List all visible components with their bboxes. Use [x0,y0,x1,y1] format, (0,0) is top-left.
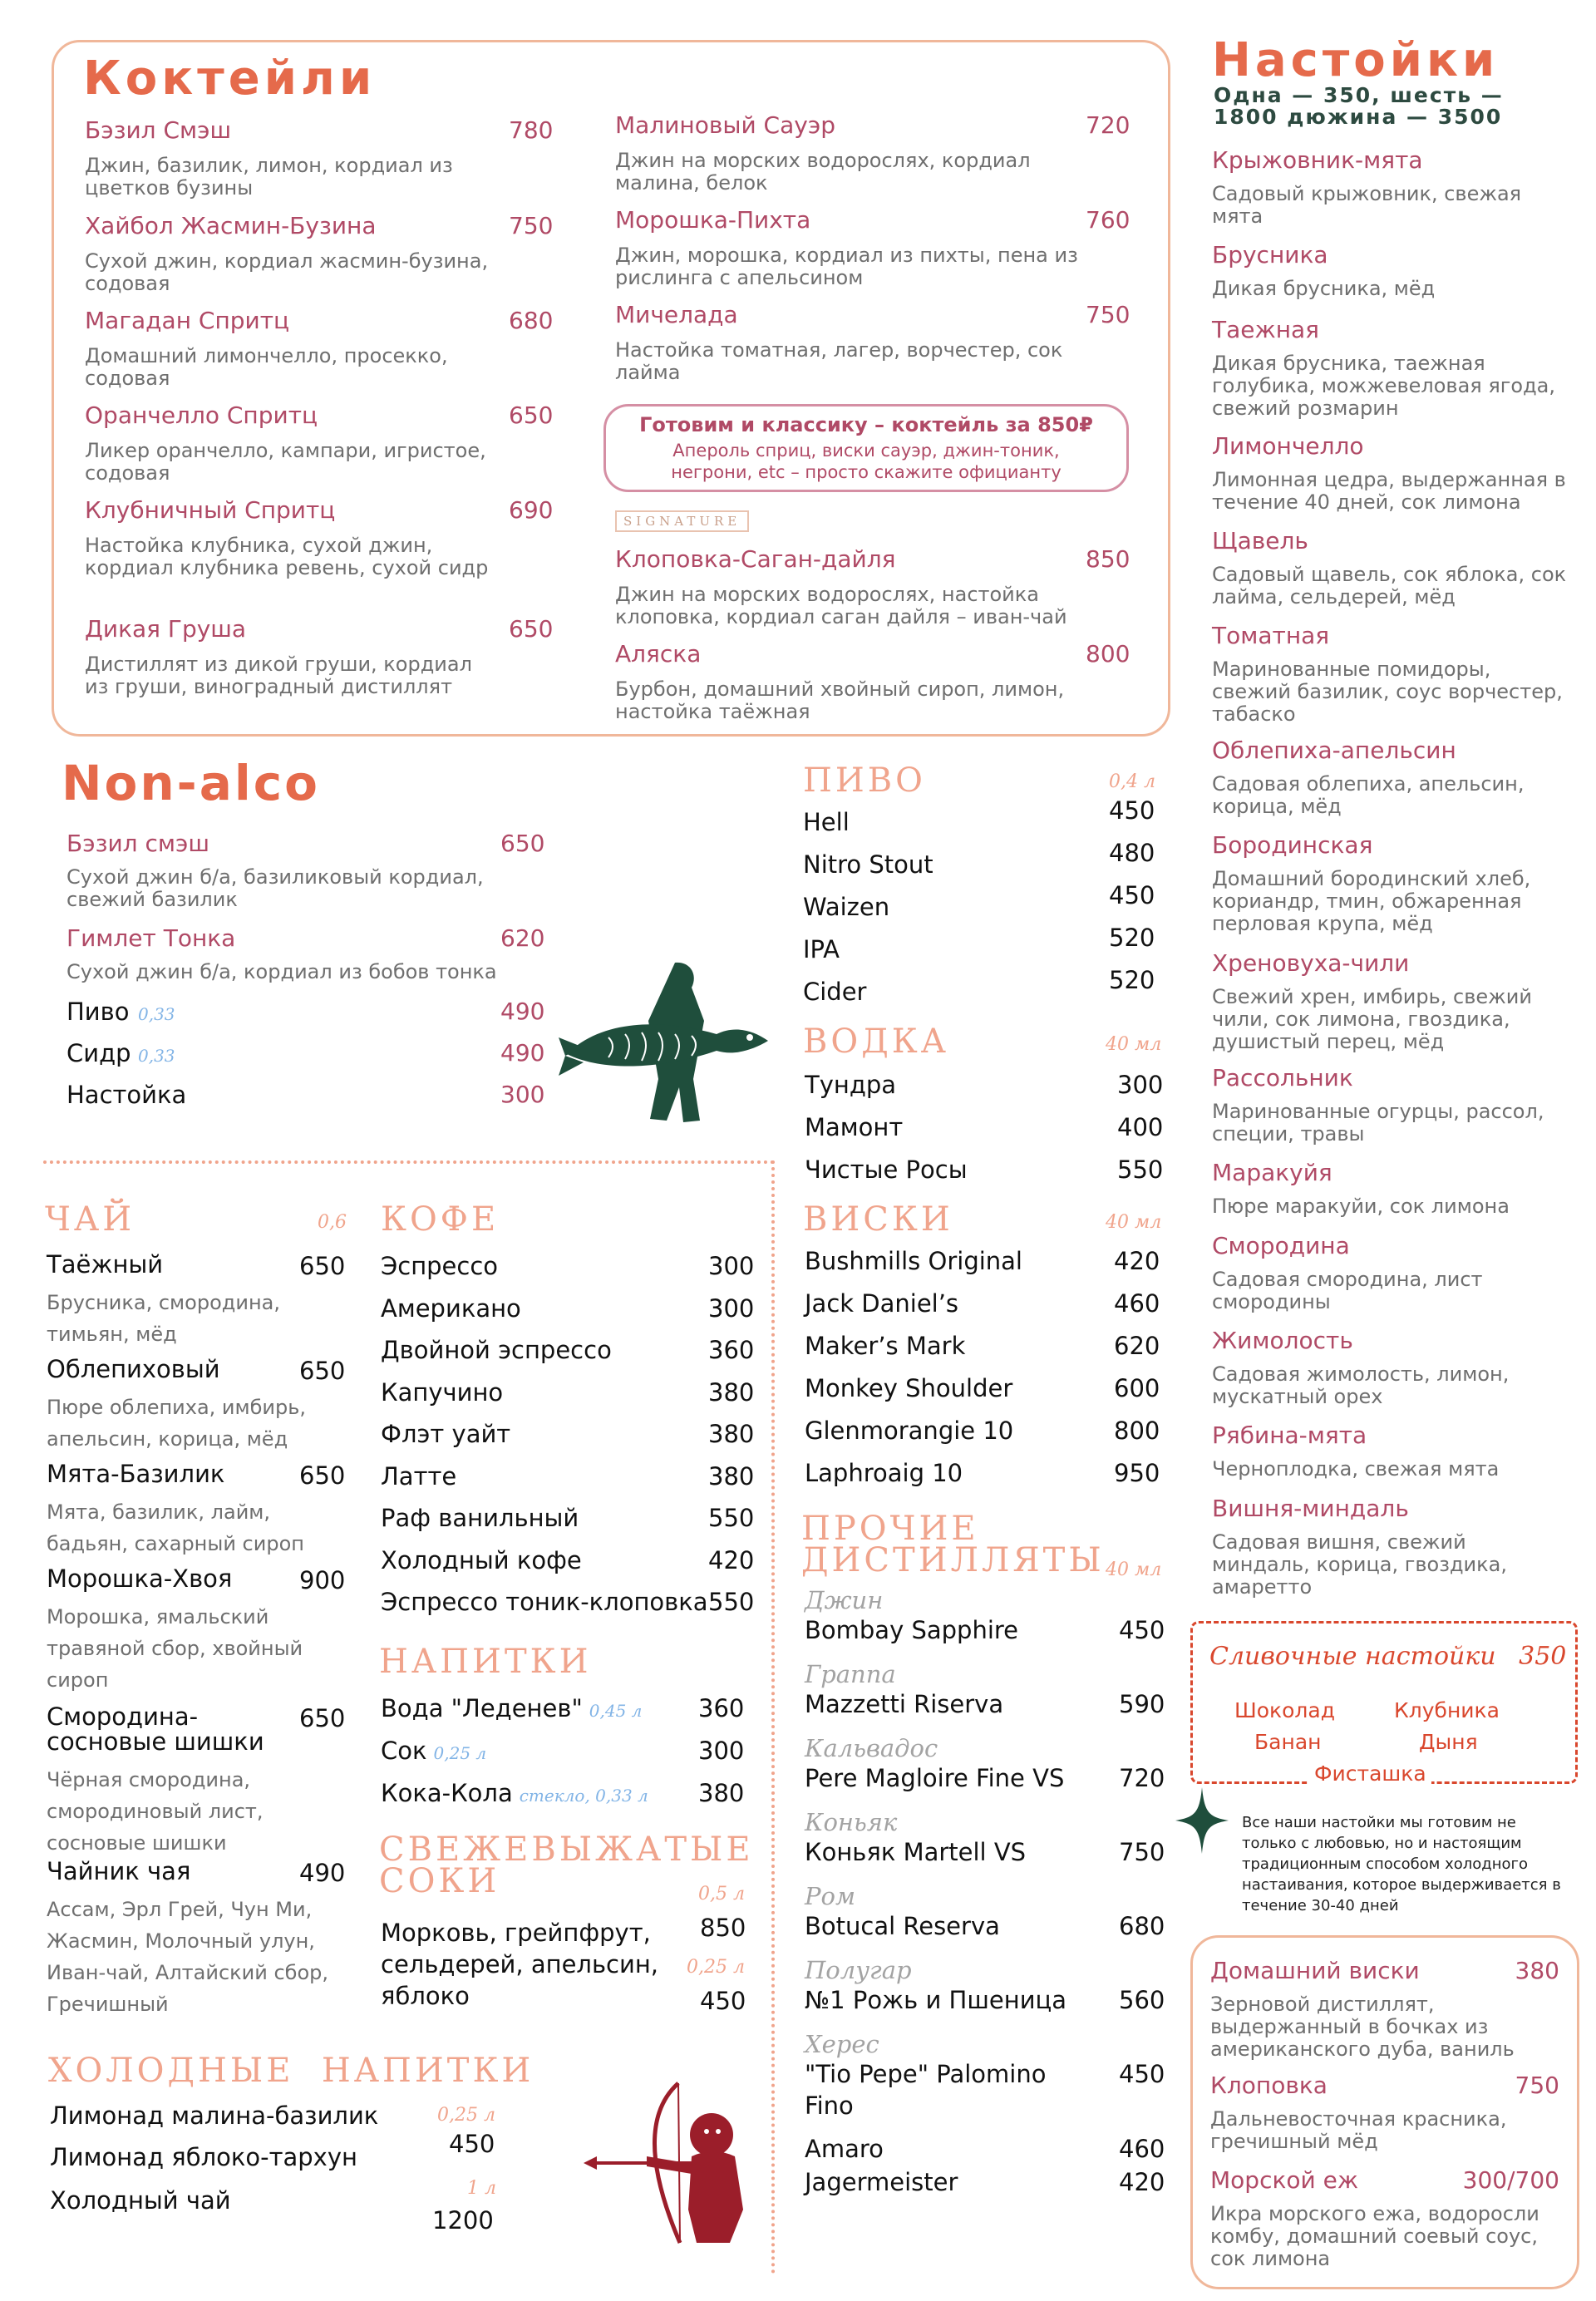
beer-price: 520 [1109,966,1155,994]
beer-name: Hell [803,808,850,836]
tea-price: 650 [299,1461,346,1490]
coffee-name: Холодный кофе [381,1545,582,1574]
special-price: 380 [1515,1957,1559,1984]
special-price: 300/700 [1462,2166,1559,2194]
nonalco-simple-name: Сидр [66,1039,131,1067]
tea-name: Таёжный [47,1250,164,1279]
special-name: Клоповка [1210,2072,1328,2099]
special-name: Домашний виски [1210,1957,1420,1984]
vodka-price: 300 [1117,1071,1164,1099]
nastoyka-desc: Садовая облепиха, апельсин, корица, мёд [1212,772,1525,818]
special-price: 750 [1515,2072,1559,2099]
horizontal-divider [43,1160,775,1164]
nastoyka-name: Смородина [1212,1232,1350,1259]
nastoyka-name: Облепиха-апельсин [1212,737,1456,764]
beer-name: IPA [803,935,840,963]
nonalco-title: Non-alco [62,755,320,811]
cocktail-name: Магадан Спритц [85,307,290,334]
signature-badge: SIGNATURE [615,510,749,532]
cocktail-name: Малиновый Сауэр [615,111,835,139]
cocktail-price: 650 [509,402,554,429]
distillate-name: Jagermeister [805,2168,958,2196]
whisky-unit: 40 мл [1106,1212,1162,1233]
archer-illustration [580,2077,755,2251]
cocktail-name: Бэзил Смэш [85,116,232,144]
distillate-price: 590 [1119,1690,1165,1718]
nastoyka-desc: Садовая вишня, свежий миндаль, корица, гвоздика, амаретто [1212,1530,1507,1599]
whisky-price: 600 [1114,1374,1160,1402]
vodka-title: ВОДКА [803,1022,949,1061]
creamy-item: Банан [1254,1730,1322,1754]
sparkle-icon [1175,1787,1229,1854]
tea-desc: Пюре облепиха, имбирь, апельсин, корица, мёд [47,1396,307,1451]
cocktail-price: 650 [509,615,554,643]
vertical-divider [771,1160,775,2274]
coffee-name: Двойной эспрессо [381,1336,612,1364]
juices-price-1: 850 [700,1914,746,1942]
tea-desc: Морошка, ямальский травяной сбор, хвойный сироп [47,1605,303,1692]
coffee-title: КОФЕ [381,1200,500,1239]
coffee-name: Эспрессо [381,1252,499,1280]
nonalco-desc: Сухой джин б/а, кордиал из бобов тонка [66,960,497,983]
beer-price: 520 [1109,924,1155,952]
distillate-category: Коньяк [805,1808,898,1836]
coffee-name: Американо [381,1293,521,1323]
coffee-price: 380 [708,1420,755,1448]
beer-title: ПИВО [803,761,926,800]
coffee-price: 300 [708,1293,755,1323]
beer-name: Cider [803,978,867,1006]
drinks-volume: 0,45 л [589,1701,643,1721]
nonalco-simple-name: Настойка [66,1081,187,1109]
distillate-category: Херес [805,2030,879,2058]
cocktail-name: Морошка-Пихта [615,206,811,234]
nastoyki-title: Настойки [1212,33,1500,87]
distillate-price: 460 [1119,2135,1165,2163]
nastoyka-name: Рябина-мята [1212,1421,1367,1449]
distillate-name: Коньяк Martell VS [805,1838,1027,1866]
cold-name: Лимонад малина-базилик [50,2101,379,2130]
classic-box [603,404,1129,492]
cocktail-desc: Джин на морских водорослях, настойка клоповка, кордиал саган дайля – иван-чай [615,583,1067,628]
tea-price: 650 [299,1357,346,1385]
distillate-name: Bombay Sapphire [805,1616,1019,1644]
juices-title-2: СОКИ [379,1862,500,1900]
whisky-title: ВИСКИ [803,1200,953,1239]
cocktail-desc: Настойка клубника, сухой джин, кордиал клубника ревень, сухой сидр [85,534,489,579]
coffee-price: 550 [708,1504,755,1532]
distillate-category: Кальвадос [805,1734,938,1762]
distillate-price: 450 [1119,2060,1165,2088]
distillate-price: 560 [1119,1986,1165,2014]
nastoyka-name: Вишня-миндаль [1212,1495,1409,1522]
nastoyka-name: Брусника [1212,241,1328,269]
whisky-price: 800 [1114,1417,1160,1445]
tea-desc: Чёрная смородина, смородиновый лист, сосновые шишки [47,1768,264,1855]
cocktail-price: 800 [1086,640,1130,668]
drinks-name: Кока-Кола стекло, 0,33 л [381,1779,648,1807]
cocktail-name: Клубничный Спритц [85,496,336,524]
juices-unit-2: 0,25 л [687,1957,745,1978]
tea-name: Облепиховый [47,1355,220,1383]
beer-price: 450 [1109,881,1155,909]
nastoyka-desc: Домашний бородинский хлеб, кориандр, тмин, обжаренная перловая крупа, мёд [1212,867,1531,935]
distillate-category: Джин [805,1586,884,1614]
cocktails-title: Коктейли [83,52,377,106]
juices-text: Морковь, грейпфрут, сельдерей, апельсин, яблоко [381,1919,659,2010]
cocktail-price: 750 [509,212,554,239]
cocktail-name: Дикая Груша [85,615,247,643]
coffee-price: 420 [708,1545,755,1574]
nastoyka-desc: Садовая жимолость, лимон, мускатный орех [1212,1362,1510,1408]
nonalco-simple-price: 300 [500,1081,545,1108]
drinks-price: 360 [698,1694,745,1722]
nastoyka-desc: Свежий хрен, имбирь, свежий чили, сок лимона, гвоздика, душистый перец, мёд [1212,985,1532,1053]
nastoyka-name: Маракуйя [1212,1159,1332,1186]
cocktail-price: 720 [1086,111,1130,139]
nonalco-desc: Сухой джин б/а, базиликовый кордиал, свежий базилик [66,865,484,911]
distillate-category: Полугар [805,1956,912,1984]
tea-name: Мята-Базилик [47,1460,225,1488]
distillate-price: 750 [1119,1838,1165,1866]
cocktail-price: 690 [509,496,554,524]
distillate-name: Pere Magloire Fine VS [805,1764,1065,1792]
distillate-price: 420 [1119,2168,1165,2196]
tea-name: Смородина-сосновые шишки [47,1702,264,1756]
coffee-price: 550 [708,1588,755,1616]
drinks-name: Сок 0,25 л [381,1737,487,1765]
distillate-category: Ром [805,1882,856,1910]
special-desc: Зерновой дистиллят, выдержанный в бочках из американского дуба, ваниль [1210,1993,1515,2061]
tea-price: 900 [299,1566,346,1594]
creamy-price: 350 [1519,1642,1567,1671]
special-desc: Икра морского ежа, водоросли комбу, домашний соевый соус, сок лимона [1210,2202,1539,2270]
tea-desc: Брусника, смородина, тимьян, мёд [47,1291,280,1346]
whisky-name: Maker’s Mark [805,1332,966,1360]
creamy-item: Фисташка [1309,1761,1431,1786]
coffee-name: Капучино [381,1377,504,1407]
nonalco-name: Гимлет Тонка [66,924,236,952]
coffee-price: 360 [708,1336,755,1364]
cocktail-price: 680 [509,307,554,334]
whisky-price: 620 [1114,1332,1160,1360]
vodka-name: Тундра [805,1071,897,1099]
classic-title: Готовим и классику – коктейль за 850₽ [639,413,1093,436]
tea-name: Морошка-Хвоя [47,1564,233,1593]
nastoyka-desc: Пюре маракуйи, сок лимона [1212,1195,1510,1218]
nonalco-price: 620 [500,924,545,952]
distillate-price: 680 [1119,1912,1165,1940]
nastoyka-desc: Садовая смородина, лист смородины [1212,1268,1483,1313]
cocktail-desc: Бурбон, домашний хвойный сироп, лимон, настойка таёжная [615,677,1065,723]
distillate-name: Botucal Reserva [805,1912,1000,1940]
whisky-name: Laphroaig 10 [805,1459,963,1487]
drinks-price: 300 [698,1737,745,1765]
juices-title-1: СВЕЖЕВЫЖАТЫЕ [379,1830,754,1869]
juices-unit-1: 0,5 л [698,1884,745,1904]
nastoyka-name: Таежная [1212,316,1320,343]
coffee-price: 380 [708,1461,755,1490]
creamy-item: Шоколад [1234,1698,1336,1722]
cocktail-desc: Дистиллят из дикой груши, кордиал из груши, виноградный дистиллят [85,653,472,698]
special-name: Морской еж [1210,2166,1359,2194]
beer-unit: 0,4 л [1109,771,1155,792]
nonalco-simple-vol: 0,33 [138,1046,175,1066]
cocktail-desc: Домашний лимончелло, просекко, содовая [85,344,448,390]
distillate-name: Fino [805,2092,854,2120]
whisky-name: Monkey Shoulder [805,1374,1013,1402]
nastoyka-desc: Черноплодка, свежая мята [1212,1457,1500,1481]
cocktail-desc: Сухой джин, кордиал жасмин-бузина, содовая [85,249,489,295]
whisky-name: Bushmills Original [805,1247,1022,1275]
distillate-name: Amaro [805,2135,884,2163]
nastoyki-subtitle: Одна — 350, шесть — 1800 дюжина — 3500 [1214,83,1504,129]
beer-name: Waizen [803,893,890,921]
nastoyka-desc: Маринованные огурцы, рассол, специи, травы [1212,1100,1544,1146]
nastoyki-note: Все наши настойки мы готовим не только с любовью, но и настоящим традиционным способом холодного настаивания, которое выдерживается в течение 30-40 дней [1242,1814,1561,1914]
cocktail-price: 750 [1086,301,1130,328]
vodka-name: Чистые Росы [805,1155,968,1184]
other-title-2: ДИСТИЛЛЯТЫ [801,1541,1105,1579]
cocktail-desc: Джин, базилик, лимон, кордиал из цветков бузины [85,154,453,200]
classic-desc: Апероль сприц, виски сауэр, джин-тоник, негрони, etc – просто скажите официанту [671,441,1062,482]
vodka-price: 400 [1117,1113,1164,1141]
tea-title: ЧАЙ [45,1200,135,1239]
vodka-price: 550 [1117,1155,1164,1184]
cocktail-desc: Ликер оранчелло, кампари, игристое, содовая [85,439,486,485]
whisky-name: Jack Daniel’s [805,1289,959,1318]
nastoyka-name: Бородинская [1212,831,1373,859]
creamy-box [1190,1621,1578,1784]
distillate-name: "Tio Pepe" Palomino [805,2060,1047,2088]
nastoyka-name: Щавель [1212,527,1308,554]
nastoyka-desc: Лимонная цедра, выдержанная в течение 40 дней, сок лимона [1212,468,1566,514]
nastoyka-name: Лимончелло [1212,432,1364,460]
nastoyka-desc: Дикая брусника, мёд [1212,277,1436,300]
tea-price: 490 [299,1859,346,1887]
nastoyka-desc: Садовый щавель, сок яблока, сок лайма, сельдерей, мёд [1212,563,1567,609]
other-unit: 40 мл [1106,1559,1162,1580]
tea-desc: Ассам, Эрл Грей, Чун Ми, Жасмин, Молочный улун, Иван-чай, Алтайский сбор, Гречишный [47,1898,328,2016]
distillate-name: №1 Рожь и Пшеница [805,1986,1067,2014]
special-desc: Дальневосточная красника, гречишный мёд [1210,2107,1507,2153]
distillate-price: 720 [1119,1764,1165,1792]
tea-price: 650 [299,1252,346,1280]
nastoyka-name: Хреновуха-чили [1212,949,1410,977]
coffee-price: 380 [708,1377,755,1407]
nonalco-simple-price: 490 [500,998,545,1025]
whisky-price: 420 [1114,1247,1160,1275]
nonalco-name: Бэзил смэш [66,830,209,857]
whisky-price: 950 [1114,1459,1160,1487]
cold-unit: 0,25 л [437,2105,495,2126]
cold-name: Лимонад яблоко-тархун [50,2143,357,2171]
coffee-price: 300 [708,1252,755,1280]
distillate-name: Mazzetti Riserva [805,1690,1004,1718]
nastoyka-desc: Маринованные помидоры, свежий базилик, соус ворчестер, табаско [1212,658,1563,726]
creamy-item: Клубника [1394,1698,1500,1722]
creamy-title: Сливочные настойки [1209,1642,1496,1671]
coffee-name: Эспрессо тоник-клоповка [381,1588,708,1616]
cold-price: 450 [449,2130,495,2158]
nonalco-price: 650 [500,830,545,857]
cocktail-name: Мичелада [615,301,738,328]
cocktail-desc: Джин на морских водорослях, кордиал малина, белок [615,149,1031,195]
cocktail-name: Оранчелло Спритц [85,402,318,429]
cocktail-price: 760 [1086,206,1130,234]
cocktail-desc: Джин, морошка, кордиал из пихты, пена из рислинга с апельсином [615,244,1078,289]
whisky-name: Glenmorangie 10 [805,1417,1014,1445]
drinks-volume: стекло, 0,33 л [519,1786,648,1806]
coffee-name: Флэт уайт [381,1420,511,1448]
cocktail-desc: Настойка томатная, лагер, ворчестер, сок лайма [615,338,1063,384]
juices-price-2: 450 [700,1987,746,2015]
cold-price: 1200 [432,2206,494,2234]
vodka-unit: 40 мл [1106,1034,1162,1055]
cocktail-name: Аляска [615,640,702,668]
whisky-price: 460 [1114,1289,1160,1318]
nastoyka-desc: Дикая брусника, таежная голубика, можжевеловая ягода, свежий розмарин [1212,352,1556,420]
vodka-name: Мамонт [805,1113,904,1141]
tea-price: 650 [299,1704,346,1732]
drinks-title: НАПИТКИ [379,1643,592,1681]
distillate-category: Граппа [805,1660,896,1688]
nastoyka-name: Крыжовник-мята [1212,146,1423,174]
cocktail-name: Клоповка-Саган-дайля [615,545,896,573]
nastoyka-name: Рассольник [1212,1064,1353,1091]
cocktail-price: 850 [1086,545,1130,573]
cold-title: ХОЛОДНЫЕ НАПИТКИ [48,2052,534,2090]
drinks-volume: 0,25 л [433,1743,487,1763]
fisherman-illustration [559,954,775,1129]
nastoyka-name: Томатная [1212,622,1330,649]
cold-name: Холодный чай [50,2186,231,2215]
drinks-price: 380 [698,1779,745,1807]
coffee-name: Раф ванильный [381,1504,579,1532]
distillate-price: 450 [1119,1616,1165,1644]
cold-unit: 1 л [467,2178,496,2199]
tea-unit: 0,6 [318,1212,347,1233]
cocktail-name: Хайбол Жасмин-Бузина [85,212,377,239]
beer-name: Nitro Stout [803,850,933,879]
nonalco-simple-name: Пиво [66,998,130,1026]
other-title-1: ПРОЧИЕ [801,1510,979,1548]
tea-desc: Мята, базилик, лайм, бадьян, сахарный сироп [47,1500,304,1555]
nastoyka-desc: Садовый крыжовник, свежая мята [1212,182,1522,228]
drinks-name: Вода "Леденев" 0,45 л [381,1694,643,1722]
coffee-name: Латте [381,1461,457,1490]
nastoyka-name: Жимолость [1212,1327,1353,1354]
nonalco-simple-price: 490 [500,1039,545,1067]
beer-price: 450 [1109,796,1155,825]
tea-name: Чайник чая [47,1857,191,1885]
nonalco-simple-vol: 0,33 [138,1004,175,1024]
creamy-item: Дыня [1419,1730,1478,1754]
cocktail-price: 780 [509,116,554,144]
beer-price: 480 [1109,839,1155,867]
